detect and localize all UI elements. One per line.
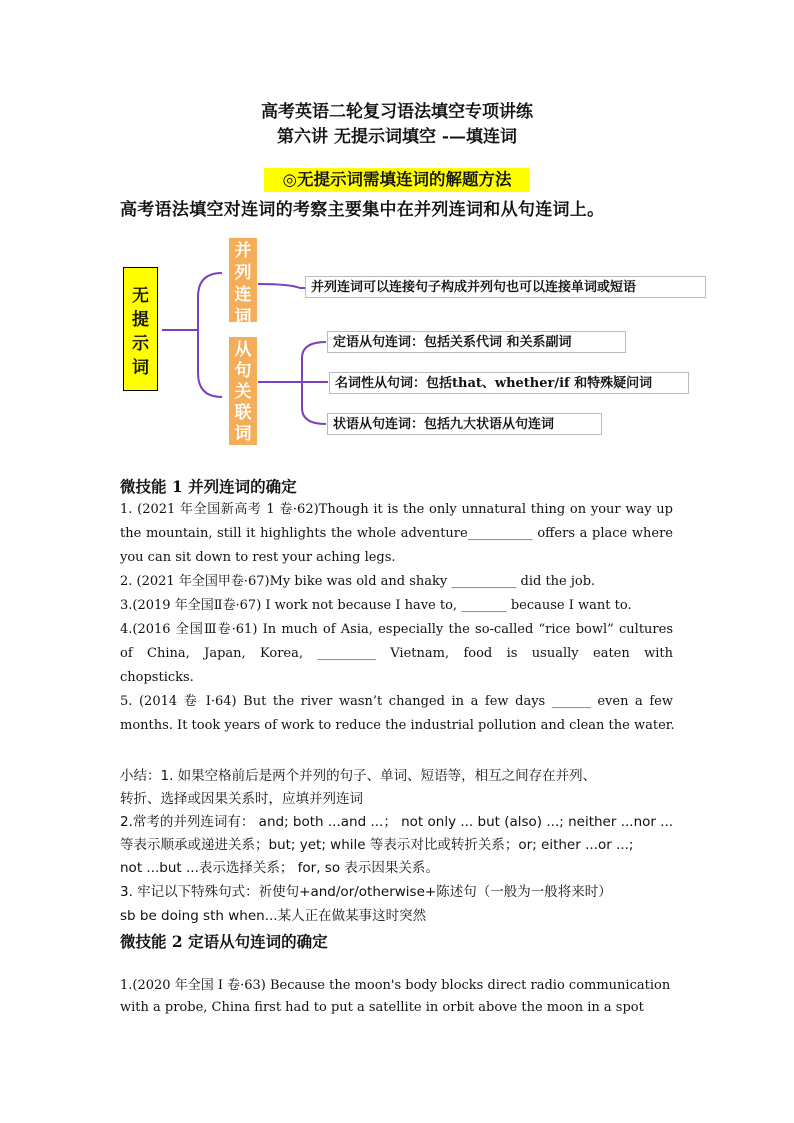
leaf-adverbial: 状语从句连词：包括九大状语从句连词 [327, 413, 602, 435]
exercise-line: the mountain, still it highlights the whole adventure__________ offers a place where [120, 526, 673, 541]
exercise-line: 1.(2020 年全国 I 卷·63) Because the moon's body blocks direct radio communication [120, 978, 671, 993]
branch-node-coordinating-label: 并列连词 [234, 241, 252, 327]
branch-node-subordinate [229, 337, 257, 445]
lecture-subtitle: 第六讲 无提示词填空 -—填连词 [277, 127, 517, 147]
exercise-line: chopsticks. [120, 670, 194, 685]
exercise-line: 2. (2021 年全国甲卷·67)My bike was old and shaky __________ did the job. [120, 574, 596, 589]
exercise-line: with a probe, China first had to put a satellite in orbit above the moon in a spot [120, 1000, 644, 1015]
root-bracket [198, 273, 222, 397]
summary-line: 小结：1. 如果空格前后是两个并列的句子、单词、短语等，相互之间存在并列、 [120, 768, 597, 784]
section1-heading: 微技能 1 并列连词的确定 [120, 477, 297, 496]
root-node-label: 无提示词 [132, 286, 149, 378]
root-node [123, 267, 158, 391]
summary-line: not ...but ...表示选择关系； for, so 表示因果关系。 [120, 860, 439, 876]
document-title: 高考英语二轮复习语法填空专项讲练 [261, 102, 533, 122]
summary-line: 等表示顺承或递进关系；but; yet; while 等表示对比或转折关系；or; either ...or ...; [120, 837, 634, 853]
summary-line: 2.常考的并列连词有： and; both ...and ...； not only ... but (also) ...; neither ...nor ... [120, 814, 674, 830]
exercise-line: you can sit down to rest your aching legs. [120, 550, 396, 565]
exercise-line: 3.(2019 年全国Ⅱ卷·67) I work not because I have to, _______ because I want to. [120, 598, 632, 613]
summary-line: 3. 牢记以下特殊句式：祈使句+and/or/otherwise+陈述句（一般为一般将来时） [120, 884, 612, 900]
exercise-line: 5. (2014 卷 I·64) But the river wasn’t changed in a few days ______ even a few [120, 694, 673, 709]
leaf-coordinating: 并列连词可以连接句子构成并列句也可以连接单词或短语 [305, 276, 706, 298]
branch-node-subordinate-label: 从句关联词 [234, 340, 252, 444]
exercise-line: 4.(2016 全国Ⅲ卷·61) In much of Asia, especially the so-called “rice bowl” cultures [120, 622, 673, 637]
leaf-attributive: 定语从句连词：包括关系代词 和关系副词 [327, 331, 626, 353]
branch-node-coordinating [229, 238, 257, 327]
method-heading: ◎无提示词需填连词的解题方法 [264, 168, 530, 192]
summary-line: 转折、选择或因果关系时，应填并列连词 [120, 791, 363, 807]
exercise-line: 1. (2021 年全国新高考 1 卷·62)Though it is the only unnatural thing on your way up [120, 502, 673, 517]
summary-line: sb be doing sth when...某人正在做某事这时突然 [120, 908, 427, 924]
exercise-line: of China, Japan, Korea, _________ Vietnam, food is usually eaten with [120, 646, 673, 661]
leaf-nominal: 名词性从句词：包括that、whether/if 和特殊疑问词 [329, 372, 689, 394]
branch1-connector [258, 284, 306, 288]
exercise-line: months. It took years of work to reduce the industrial pollution and clean the water. [120, 718, 675, 733]
section2-heading: 微技能 2 定语从句连词的确定 [120, 932, 328, 951]
intro-text: 高考语法填空对连词的考察主要集中在并列连词和从句连词上。 [120, 200, 605, 220]
